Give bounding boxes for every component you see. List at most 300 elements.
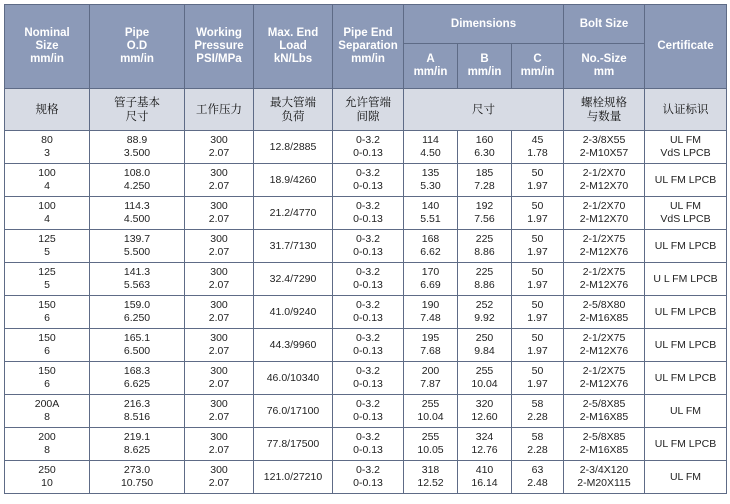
cell-dim-c <box>512 362 564 395</box>
cell-pipe-od <box>90 131 185 164</box>
cell-certificate <box>645 362 727 395</box>
cell-certificate-line: UL FM LPCB <box>654 239 717 252</box>
cell-pipe-od-line: 114.3 <box>124 200 150 212</box>
cell-pipe-end-separation <box>333 230 404 263</box>
cell-dim-b <box>458 197 512 230</box>
cell-working-pressure-line: 2.07 <box>208 246 230 258</box>
cell-pipe-end-separation-line: 0-3.2 <box>356 233 380 245</box>
header-dimensions: Dimensions <box>404 5 564 44</box>
cell-dim-b-line: 255 <box>475 365 494 377</box>
cell-nominal-size-line: 150 <box>38 332 56 344</box>
cell-bolt-size-line: 2-M12X70 <box>579 180 629 192</box>
cell-bolt-size-line: 2-M12X76 <box>579 279 629 291</box>
cell-pipe-end-separation-line: 0-3.2 <box>356 464 380 476</box>
cell-nominal-size-line: 6 <box>44 312 50 324</box>
cell-pipe-od-line: 4.250 <box>123 180 151 192</box>
cell-certificate-line: UL FM <box>669 404 702 417</box>
cell-pipe-end-separation <box>333 428 404 461</box>
cell-dim-a-line: 12.52 <box>417 477 444 489</box>
cell-dim-a-line: 114 <box>422 134 439 146</box>
cell-pipe-od-line: 273.0 <box>123 464 151 476</box>
cell-bolt-size-line: 2-1/2X75 <box>582 233 626 245</box>
cell-dim-c-line: 50 <box>531 266 544 278</box>
cell-dim-b-line: 6.30 <box>474 147 495 159</box>
cell-nominal-size-line: 8 <box>44 411 50 423</box>
cell-bolt-size-line: 2-M16X85 <box>579 312 629 324</box>
cell-bolt-size-line: 2-1/2X75 <box>582 365 626 377</box>
cell-dim-c-line: 1.97 <box>527 246 548 258</box>
cell-pipe-end-separation-line: 0-3.2 <box>356 167 380 179</box>
cell-bolt-size-line: 2-1/2X75 <box>582 332 626 344</box>
cell-dim-a <box>404 428 458 461</box>
cell-dim-c-line: 50 <box>531 233 544 245</box>
header-dim-a: A mm/in <box>404 44 458 89</box>
header-row-chinese <box>5 89 727 131</box>
cell-working-pressure-line: 300 <box>210 365 228 377</box>
cell-certificate-line: UL FM LPCB <box>654 338 717 351</box>
cell-certificate-line: UL FM LPCB <box>654 173 717 186</box>
cell-dim-b-line: 320 <box>475 398 494 410</box>
cell-pipe-end-separation-line: 0-3.2 <box>356 365 380 377</box>
cell-pipe-end-separation-line: 0-3.2 <box>356 398 380 410</box>
header-cn-pressure: 工作压力 <box>185 89 254 131</box>
header-cn-nominal: 规格 <box>5 89 90 131</box>
cell-working-pressure-line: 300 <box>210 266 228 278</box>
cell-nominal-size-line: 250 <box>38 464 56 476</box>
cell-dim-c-line: 2.28 <box>527 411 548 423</box>
cell-dim-c <box>512 230 564 263</box>
cell-dim-a-line: 5.30 <box>420 180 441 192</box>
cell-bolt-size-line: 2-M12X76 <box>579 246 629 258</box>
cell-nominal-size-line: 200 <box>38 431 56 443</box>
cell-bolt-size <box>564 461 645 494</box>
cell-max-end-load: 121.0/27210 <box>254 461 333 494</box>
cell-nominal-size-line: 8 <box>44 444 50 456</box>
cell-nominal-size-line: 150 <box>38 299 56 311</box>
cell-working-pressure <box>185 230 254 263</box>
cell-pipe-end-separation <box>333 296 404 329</box>
cell-pipe-end-separation-line: 0-0.13 <box>353 477 383 489</box>
cell-pipe-od <box>90 164 185 197</box>
cell-nominal-size <box>5 296 90 329</box>
cell-dim-b <box>458 263 512 296</box>
cell-nominal-size <box>5 395 90 428</box>
header-row-english-top <box>5 5 727 44</box>
cell-dim-c-line: 1.97 <box>527 312 548 324</box>
cell-pipe-end-separation-line: 0-0.13 <box>353 444 383 456</box>
cell-working-pressure <box>185 131 254 164</box>
cell-working-pressure <box>185 296 254 329</box>
cell-working-pressure-line: 2.07 <box>208 147 230 159</box>
cell-pipe-end-separation-line: 0-0.13 <box>353 147 383 159</box>
cell-pipe-od <box>90 395 185 428</box>
cell-pipe-end-separation <box>333 263 404 296</box>
cell-dim-a-line: 7.68 <box>420 345 441 357</box>
cell-dim-a <box>404 230 458 263</box>
cell-working-pressure-line: 300 <box>210 464 228 476</box>
cell-nominal-size <box>5 329 90 362</box>
header-cn-load: 最大管端 负荷 <box>254 89 333 131</box>
cell-dim-b-line: 185 <box>475 167 494 179</box>
cell-pipe-end-separation-line: 0-0.13 <box>353 312 383 324</box>
cell-dim-b <box>458 230 512 263</box>
cell-pipe-end-separation-line: 0-0.13 <box>353 180 383 192</box>
cell-certificate <box>645 296 727 329</box>
cell-certificate-line: VdS LPCB <box>660 147 711 159</box>
cell-dim-a-line: 135 <box>421 167 440 179</box>
cell-dim-b-line: 8.86 <box>474 279 495 291</box>
cell-max-end-load: 44.3/9960 <box>254 329 333 362</box>
cell-max-end-load: 21.2/4770 <box>254 197 333 230</box>
cell-working-pressure-line: 300 <box>210 299 228 311</box>
cell-working-pressure-line: 2.07 <box>208 312 230 324</box>
cell-dim-c <box>512 461 564 494</box>
cell-certificate <box>645 230 727 263</box>
cell-pipe-end-separation-line: 0-0.13 <box>353 345 383 357</box>
cell-dim-a <box>404 263 458 296</box>
cell-pipe-od-line: 5.563 <box>123 279 151 291</box>
cell-certificate-line: UL FM LPCB <box>654 371 717 384</box>
cell-bolt-size-line: 2-M16X85 <box>579 444 629 456</box>
cell-max-end-load: 77.8/17500 <box>254 428 333 461</box>
cell-pipe-od <box>90 197 185 230</box>
table-row <box>5 296 727 329</box>
cell-dim-b-line: 10.04 <box>471 378 498 390</box>
cell-nominal-size-line: 80 <box>41 134 53 146</box>
cell-dim-b-line: 12.60 <box>471 411 498 423</box>
cell-dim-b-line: 225 <box>475 233 494 245</box>
cell-pipe-end-separation <box>333 197 404 230</box>
table-row <box>5 329 727 362</box>
cell-bolt-size-line: 2-1/2X75 <box>582 266 626 278</box>
cell-pipe-od <box>90 428 185 461</box>
cell-nominal-size <box>5 461 90 494</box>
cell-bolt-size <box>564 230 645 263</box>
cell-dim-c-line: 2.48 <box>527 477 548 489</box>
cell-dim-a-line: 6.62 <box>420 246 441 258</box>
cell-nominal-size-line: 3 <box>44 147 50 159</box>
cell-pipe-od <box>90 362 185 395</box>
cell-dim-c-line: 50 <box>531 365 544 377</box>
cell-pipe-od-line: 141.3 <box>123 266 151 278</box>
cell-dim-c-line: 50 <box>531 299 544 311</box>
cell-pipe-od <box>90 230 185 263</box>
cell-pipe-od-line: 4.500 <box>123 213 151 225</box>
cell-dim-b-line: 9.84 <box>474 345 495 357</box>
cell-pipe-end-separation <box>333 164 404 197</box>
cell-pipe-od-line: 10.750 <box>120 477 154 489</box>
cell-dim-c-line: 1.97 <box>527 378 548 390</box>
cell-dim-c <box>512 263 564 296</box>
cell-pipe-end-separation <box>333 131 404 164</box>
cell-pipe-end-separation-line: 0-0.13 <box>353 411 383 423</box>
cell-dim-a <box>404 461 458 494</box>
cell-dim-b <box>458 164 512 197</box>
cell-nominal-size-line: 100 <box>38 200 56 212</box>
cell-bolt-size <box>564 164 645 197</box>
cell-bolt-size-line: 2-M12X76 <box>579 378 629 390</box>
header-nominal-size: Nominal Size mm/in <box>5 5 90 89</box>
cell-bolt-size-line: 2-1/2X70 <box>582 167 626 179</box>
cell-nominal-size-line: 6 <box>44 378 50 390</box>
cell-nominal-size <box>5 131 90 164</box>
cell-dim-b-line: 225 <box>475 266 494 278</box>
cell-working-pressure-line: 300 <box>210 233 228 245</box>
cell-dim-b-line: 9.92 <box>474 312 495 324</box>
cell-pipe-end-separation <box>333 329 404 362</box>
table-body <box>5 131 727 494</box>
cell-certificate <box>645 428 727 461</box>
header-dim-b: B mm/in <box>458 44 512 89</box>
cell-nominal-size <box>5 197 90 230</box>
cell-pipe-od-line: 8.516 <box>123 411 151 423</box>
cell-working-pressure-line: 300 <box>210 200 228 212</box>
table-row <box>5 362 727 395</box>
table-row <box>5 197 727 230</box>
cell-pipe-od <box>90 329 185 362</box>
cell-dim-b-line: 324 <box>475 431 494 443</box>
cell-dim-b-line: 8.86 <box>474 246 495 258</box>
cell-certificate-line: U L FM LPCB <box>653 272 718 285</box>
header-bolt-no-size: No.-Size mm <box>564 44 645 89</box>
cell-dim-a-line: 255 <box>421 398 440 410</box>
cell-dim-b <box>458 362 512 395</box>
cell-bolt-size <box>564 395 645 428</box>
cell-nominal-size <box>5 230 90 263</box>
cell-dim-a <box>404 164 458 197</box>
cell-dim-c-line: 58 <box>531 398 544 410</box>
cell-max-end-load: 12.8/2885 <box>254 131 333 164</box>
cell-dim-b <box>458 329 512 362</box>
cell-bolt-size-line: 2-M16X85 <box>579 411 629 423</box>
cell-dim-b <box>458 461 512 494</box>
cell-nominal-size <box>5 263 90 296</box>
cell-working-pressure <box>185 197 254 230</box>
cell-pipe-od-line: 159.0 <box>123 299 151 311</box>
cell-nominal-size-line: 125 <box>38 266 56 278</box>
header-max-end-load: Max. End Load kN/Lbs <box>254 5 333 89</box>
cell-bolt-size-line: 2-5/8X85 <box>582 431 626 443</box>
cell-nominal-size-line: 5 <box>44 279 50 291</box>
cell-working-pressure-line: 2.07 <box>208 213 230 225</box>
cell-certificate-line: UL FM <box>669 200 702 212</box>
cell-dim-a-line: 255 <box>421 431 440 443</box>
cell-bolt-size <box>564 362 645 395</box>
cell-nominal-size <box>5 428 90 461</box>
header-cn-dimensions: 尺寸 <box>404 89 564 131</box>
cell-certificate <box>645 197 727 230</box>
cell-dim-a-line: 4.50 <box>420 147 441 159</box>
cell-working-pressure-line: 300 <box>210 332 228 344</box>
cell-pipe-end-separation-line: 0-0.13 <box>353 279 383 291</box>
cell-dim-c <box>512 164 564 197</box>
cell-bolt-size-line: 2-5/8X80 <box>582 299 626 311</box>
cell-dim-b-line: 7.28 <box>474 180 495 192</box>
cell-dim-a <box>404 197 458 230</box>
cell-dim-a-line: 170 <box>421 266 440 278</box>
cell-pipe-end-separation <box>333 461 404 494</box>
cell-dim-a <box>404 395 458 428</box>
header-cn-certificate: 认证标识 <box>645 89 727 131</box>
header-cn-bolt: 螺栓规格 与数量 <box>564 89 645 131</box>
cell-pipe-od-line: 88.9 <box>126 134 148 146</box>
cell-dim-c-line: 58 <box>531 431 544 443</box>
cell-bolt-size-line: 2-M12X76 <box>579 345 629 357</box>
cell-working-pressure <box>185 263 254 296</box>
cell-pipe-od-line: 8.625 <box>123 444 151 456</box>
cell-pipe-end-separation-line: 0-3.2 <box>356 200 380 212</box>
cell-pipe-end-separation-line: 0-0.13 <box>353 246 383 258</box>
cell-working-pressure-line: 2.07 <box>208 411 230 423</box>
cell-certificate <box>645 395 727 428</box>
cell-pipe-od-line: 5.500 <box>123 246 151 258</box>
header-pipe-end-separation: Pipe End Separation mm/in <box>333 5 404 89</box>
header-certificate: Certificate <box>645 5 727 89</box>
cell-bolt-size-line: 2-M10X57 <box>579 147 629 159</box>
cell-working-pressure-line: 2.07 <box>208 345 230 357</box>
cell-nominal-size-line: 10 <box>41 477 53 489</box>
cell-certificate-line: UL FM <box>669 134 702 146</box>
cell-certificate-line: UL FM LPCB <box>654 305 717 318</box>
cell-dim-b <box>458 131 512 164</box>
cell-bolt-size-line: 2-1/2X70 <box>582 200 626 212</box>
cell-pipe-end-separation-line: 0-3.2 <box>356 266 380 278</box>
cell-dim-b-line: 12.76 <box>471 444 498 456</box>
cell-dim-a-line: 7.48 <box>420 312 441 324</box>
cell-dim-c-line: 1.97 <box>527 279 548 291</box>
cell-working-pressure-line: 300 <box>210 134 228 146</box>
cell-dim-a <box>404 362 458 395</box>
cell-working-pressure <box>185 329 254 362</box>
table-row <box>5 428 727 461</box>
cell-dim-b-line: 7.56 <box>474 213 495 225</box>
cell-pipe-end-separation-line: 0-0.13 <box>353 213 383 225</box>
cell-dim-a-line: 10.04 <box>417 411 444 423</box>
cell-nominal-size-line: 4 <box>44 180 50 192</box>
cell-dim-c <box>512 329 564 362</box>
cell-dim-c-line: 2.28 <box>527 444 548 456</box>
cell-dim-c <box>512 296 564 329</box>
cell-dim-a-line: 10.05 <box>417 444 444 456</box>
cell-nominal-size-line: 6 <box>44 345 50 357</box>
cell-dim-a-line: 140 <box>421 200 440 212</box>
cell-pipe-od <box>90 263 185 296</box>
cell-certificate <box>645 461 727 494</box>
cell-dim-a-line: 5.51 <box>420 213 441 225</box>
cell-pipe-end-separation-line: 0-3.2 <box>356 134 380 146</box>
cell-max-end-load: 32.4/7290 <box>254 263 333 296</box>
cell-bolt-size-line: 2-5/8X85 <box>582 398 626 410</box>
cell-pipe-end-separation <box>333 362 404 395</box>
cell-bolt-size <box>564 329 645 362</box>
cell-dim-a-line: 168 <box>421 233 440 245</box>
cell-working-pressure-line: 300 <box>210 431 228 443</box>
cell-dim-a-line: 7.87 <box>420 378 441 390</box>
table-row <box>5 230 727 263</box>
cell-dim-a-line: 6.69 <box>420 279 441 291</box>
table-row <box>5 164 727 197</box>
cell-pipe-end-separation-line: 0-3.2 <box>356 332 380 344</box>
cell-max-end-load: 41.0/9240 <box>254 296 333 329</box>
cell-certificate-line: UL FM <box>669 470 702 483</box>
cell-dim-b-line: 192 <box>475 200 494 212</box>
cell-pipe-od-line: 219.1 <box>123 431 151 443</box>
cell-pipe-end-separation-line: 0-3.2 <box>356 299 380 311</box>
cell-working-pressure <box>185 395 254 428</box>
cell-dim-b <box>458 428 512 461</box>
spec-table-wrapper <box>4 4 727 494</box>
header-cn-pipe-od: 管子基本 尺寸 <box>90 89 185 131</box>
cell-dim-c <box>512 197 564 230</box>
cell-pipe-od-line: 139.7 <box>123 233 151 245</box>
cell-dim-b-line: 250 <box>475 332 494 344</box>
cell-max-end-load: 46.0/10340 <box>254 362 333 395</box>
coupling-spec-table <box>4 4 727 494</box>
cell-working-pressure-line: 2.07 <box>208 477 230 489</box>
cell-dim-c <box>512 395 564 428</box>
table-row <box>5 131 727 164</box>
cell-working-pressure <box>185 428 254 461</box>
cell-working-pressure-line: 2.07 <box>208 444 230 456</box>
header-cn-separation: 允许管端 间隙 <box>333 89 404 131</box>
cell-dim-a <box>404 329 458 362</box>
cell-working-pressure <box>185 362 254 395</box>
cell-dim-b-line: 252 <box>475 299 494 311</box>
cell-dim-c-line: 63 <box>531 464 544 476</box>
cell-pipe-od-line: 6.250 <box>123 312 151 324</box>
cell-nominal-size-line: 200A <box>34 398 60 410</box>
cell-pipe-od-line: 165.1 <box>123 332 151 344</box>
cell-certificate-line: UL FM LPCB <box>654 437 717 450</box>
cell-certificate <box>645 329 727 362</box>
cell-pipe-end-separation-line: 0-0.13 <box>353 378 383 390</box>
cell-dim-a-line: 200 <box>421 365 440 377</box>
cell-nominal-size-line: 125 <box>38 233 56 245</box>
cell-certificate-line: VdS LPCB <box>660 213 711 225</box>
cell-bolt-size-line: 2-M20X115 <box>577 477 631 489</box>
cell-certificate <box>645 164 727 197</box>
cell-dim-b <box>458 296 512 329</box>
cell-max-end-load: 31.7/7130 <box>254 230 333 263</box>
cell-working-pressure-line: 300 <box>210 398 228 410</box>
cell-max-end-load: 76.0/17100 <box>254 395 333 428</box>
cell-working-pressure <box>185 461 254 494</box>
cell-nominal-size <box>5 362 90 395</box>
cell-working-pressure-line: 2.07 <box>208 378 230 390</box>
header-pipe-od: Pipe O.D mm/in <box>90 5 185 89</box>
cell-bolt-size <box>564 263 645 296</box>
cell-dim-a-line: 318 <box>421 464 440 476</box>
cell-dim-b-line: 160 <box>475 134 494 146</box>
cell-pipe-od <box>90 461 185 494</box>
cell-dim-c-line: 50 <box>531 200 544 212</box>
table-row <box>5 263 727 296</box>
cell-bolt-size <box>564 428 645 461</box>
cell-pipe-od-line: 3.500 <box>123 147 151 159</box>
cell-dim-c-line: 50 <box>531 332 544 344</box>
cell-certificate <box>645 263 727 296</box>
cell-bolt-size-line: 2-3/4X120 <box>579 464 629 476</box>
cell-dim-c-line: 1.97 <box>527 180 548 192</box>
header-bolt-size: Bolt Size <box>564 5 645 44</box>
cell-nominal-size-line: 150 <box>38 365 56 377</box>
cell-dim-c <box>512 131 564 164</box>
cell-working-pressure-line: 300 <box>210 167 228 179</box>
cell-certificate <box>645 131 727 164</box>
header-working-pressure: Working Pressure PSI/MPa <box>185 5 254 89</box>
cell-dim-a <box>404 296 458 329</box>
table-header <box>5 5 727 131</box>
